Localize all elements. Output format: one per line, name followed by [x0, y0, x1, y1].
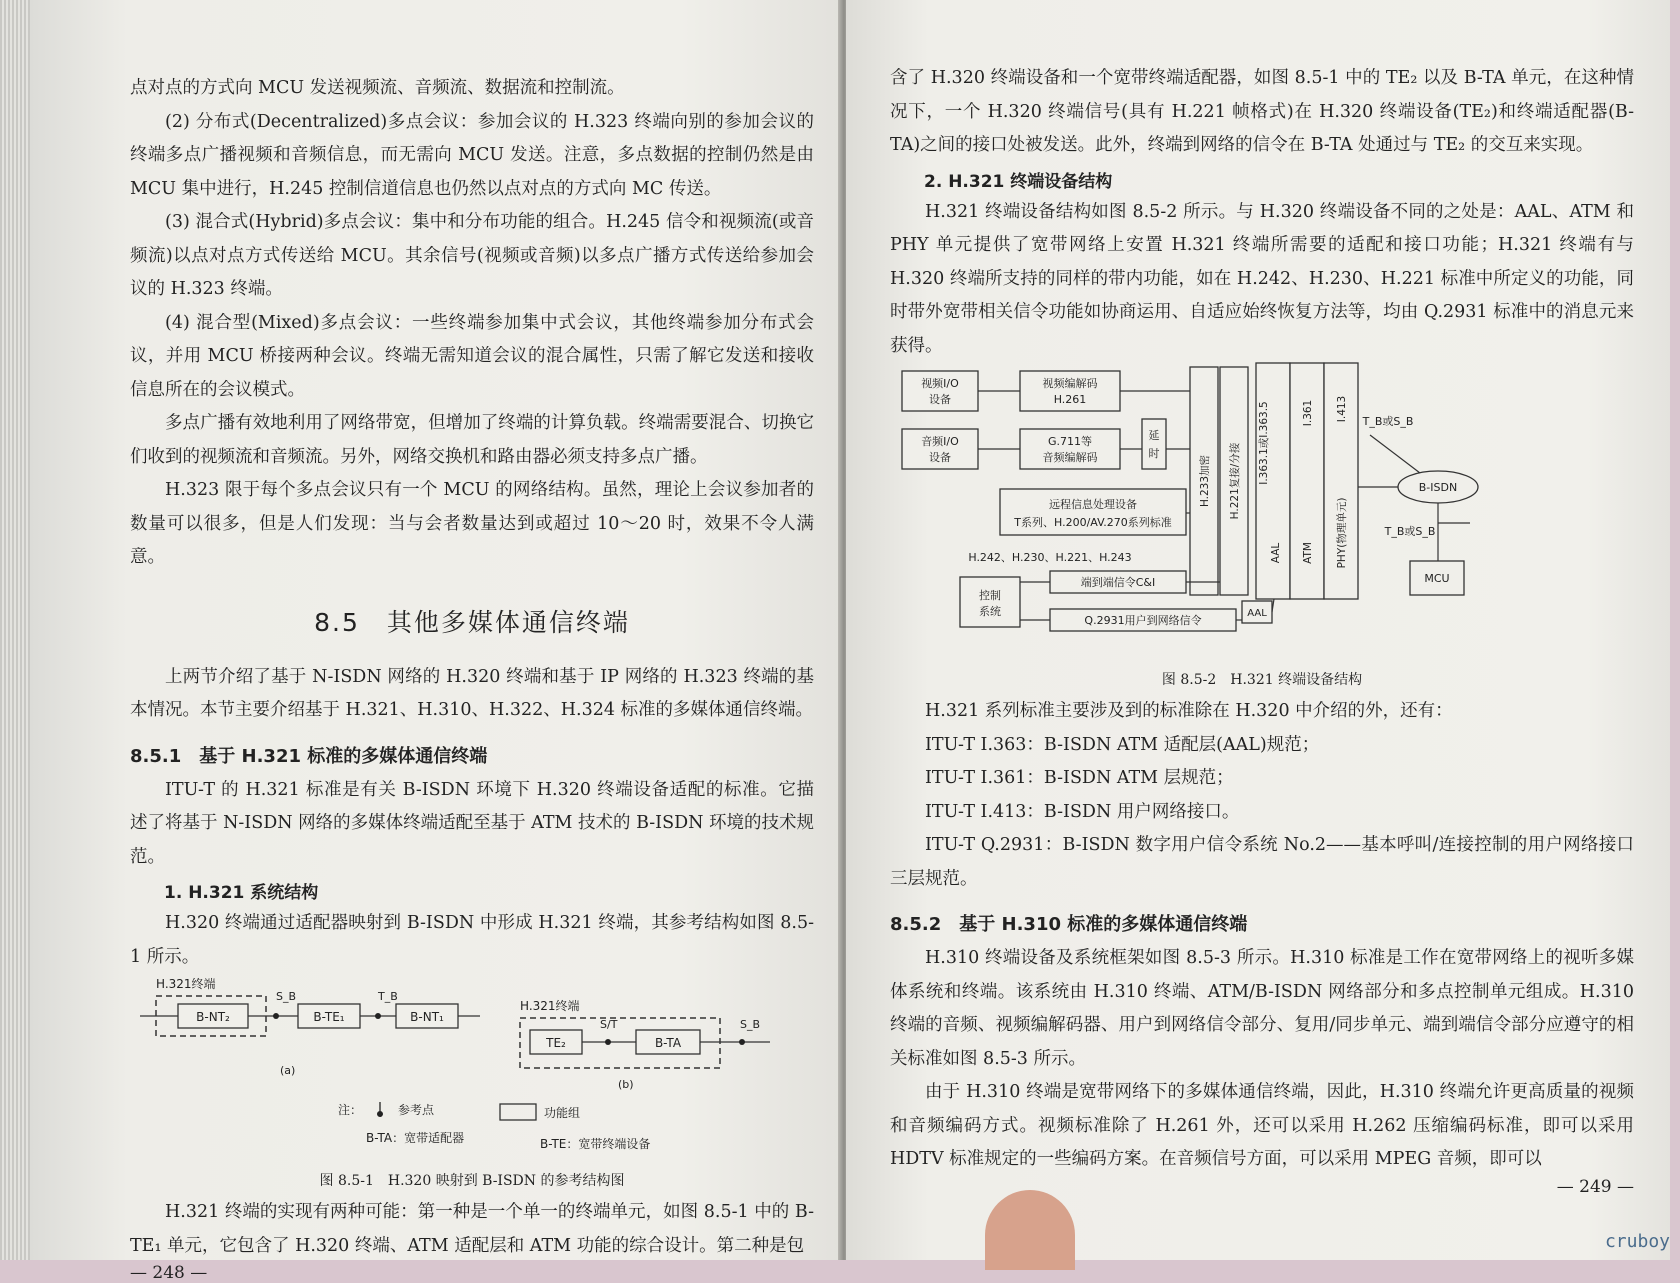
fig1-te2-label: TE₂: [546, 1036, 566, 1050]
para-852: H.310 终端设备及系统框架如图 8.5-3 所示。H.310 标准是工作在宽带网络上的视听多媒体系统和终端。该系统由 H.310 终端、ATM/B-ISDN 网络部分和多点控制单元组成。H.310 终端的音频、视频编解码器、用户到网络信令部分、复用/同步单元、端到端信令部分应遵守的相关标准如图 8.5-3 所示。: [890, 948, 1634, 1069]
fig1-cap-b: (b): [618, 1078, 634, 1091]
figure-8-5-1: [130, 974, 790, 1164]
fig2-audio-io-l2: 设备: [929, 451, 951, 464]
right-para-top: 含了 H.320 终端设备和一个宽带终端适配器，如图 8.5-1 中的 TE₂ 以及 B-TA 单元，在这种情况下，一个 H.320 终端信号(具有 H.221 帧格式)在 H.320 终端设备(TE₂)和终端适配器(B-TA)之间的接口处被发送。此外，终端到网络的信令在 B-TA 处通过与 TE₂ 的交互来实现。: [890, 68, 1634, 155]
fig1-legend-group-symbol: [500, 1104, 536, 1120]
fig2-video-codec-l2: H.261: [1053, 393, 1087, 406]
fig2-atm: ATM: [1302, 542, 1314, 564]
fig1-legend-note: 注：: [338, 1103, 363, 1117]
fig2-bisdn: B-ISDN: [1418, 481, 1458, 494]
fig1-ref-point-tb: [375, 1013, 381, 1019]
std-item-q2931: ITU-T Q.2931：B-ISDN 数字用户信令系统 No.2——基本呼叫/连接控制的用户网络接口三层规范。: [890, 835, 1634, 889]
fig1-ref-point-st: [605, 1039, 611, 1045]
fig1-st-label: S/T: [600, 1018, 618, 1031]
subsection-851-title: 8.5.1 基于 H.321 标准的多媒体通信终端: [130, 745, 488, 767]
fig2-tb-sb2: T_B或S_B: [1384, 525, 1436, 538]
thumb: [985, 1190, 1075, 1270]
subsection-852-title: 8.5.2 基于 H.310 标准的多媒体通信终端: [890, 914, 1248, 935]
fig2-aal: AAL: [1270, 542, 1282, 564]
std-item-aal: ITU-T I.363：B-ISDN ATM 适配层(AAL)规范；: [925, 734, 1320, 755]
fig1-tb-label: T_B: [378, 990, 398, 1003]
left-para-hybrid: (3) 混合式(Hybrid)多点会议：集中和分布功能的组合。H.245 信令和视频流(或音频流)以点对点方式传送给 MCU。其余信号(视频或音频)以多点广播方式传送给参加会议的 H.323 终端。: [130, 212, 814, 299]
heading-device-structure: 2. H.321 终端设备结构: [924, 171, 1113, 192]
fig1-bte1-label: B-TE₁: [313, 1010, 345, 1024]
fig1-bnt1-label: B-NT₁: [410, 1010, 444, 1024]
fig1-bta-label: B-TA: [654, 1036, 682, 1050]
fig2-audio-io-l1: 音频I/O: [921, 435, 959, 448]
left-page: [30, 0, 842, 1283]
fig2-ctrl-std: H.242、H.230、H.221、H.243: [968, 551, 1132, 564]
left-para-h323-limit: H.323 限于每个多点会议只有一个 MCU 的网络结构。虽然，理论上会议参加者的数量可以很多，但是人们发现：当与会者数量达到或超过 10～20 时，效果不令人满意。: [130, 480, 814, 567]
right-para-std-intro: H.321 系列标准主要涉及到的标准除在 H.320 中介绍的外，还有：: [925, 701, 1453, 721]
left-para-mixed: (4) 混合型(Mixed)多点会议：一些终端参加集中式会议，其他终端参加分布式会议，并用 MCU 桥接两种会议。终端无需知道会议的混合属性，只需了解它发送和接收信息所在的会议模式。: [130, 312, 814, 400]
fig1-a-group-label: H.321终端: [156, 977, 216, 991]
fig2-delay-l2: 时: [1148, 447, 1160, 460]
watermark-text: cruboy: [1604, 1231, 1670, 1252]
fig1-ref-point-sb: [273, 1013, 279, 1019]
fig2-control-l1: 控制: [979, 589, 1001, 602]
fig1-b-group-label: H.321终端: [520, 999, 580, 1013]
fig2-delay-box: [1142, 419, 1166, 469]
fig2-tb-sb1: T_B或S_B: [1362, 415, 1414, 428]
fig1-legend-bte: B-TE：宽带终端设备: [540, 1137, 651, 1151]
fig2-mcu: MCU: [1424, 572, 1450, 585]
section-intro: 上两节介绍了基于 N-ISDN 网络的 H.320 终端和基于 IP 网络的 H.323 终端的基本情况。本节主要介绍基于 H.321、H.310、H.322、H.324 标准的多媒体通信终端。: [130, 666, 814, 720]
left-top-line: 点对点的方式向 MCU 发送视频流、音频流、数据流和控制流。: [130, 78, 625, 98]
para-851: ITU-T 的 H.321 标准是有关 B-ISDN 环境下 H.320 终端设备适配的标准。它描述了将基于 N-ISDN 网络的多媒体终端适配至基于 ATM 技术的 B-ISDN 环境的技术规范。: [130, 779, 814, 867]
fig1-cap-a: (a): [280, 1064, 296, 1077]
fig1-sb-label: S_B: [276, 990, 297, 1003]
fig2-remote-l2: T系列、H.200/AV.270系列标准: [1014, 516, 1172, 529]
fig2-q2931: Q.2931用户到网络信令: [1084, 614, 1202, 627]
fig2-h221: H.221复接/分接: [1229, 442, 1241, 520]
fig2-i361: I.361: [1302, 399, 1314, 427]
figure-8-5-2: [890, 363, 1630, 663]
std-item-atm: ITU-T I.361：B-ISDN ATM 层规范；: [925, 768, 1234, 788]
heading-system-structure: 1. H.321 系统结构: [164, 883, 319, 903]
right-page-number: — 249 —: [1556, 1176, 1634, 1197]
fig2-control-box: [960, 577, 1020, 627]
fig1-sb2-label: S_B: [740, 1018, 761, 1031]
fig1-bnt2-label: B-NT₂: [196, 1010, 230, 1024]
fig2-i363: I.363.1或I.363.5: [1258, 401, 1270, 485]
para-system-structure: H.320 终端通过适配器映射到 B-ISDN 中形成 H.321 终端，其参考结构如图 8.5-1 所示。: [130, 913, 814, 967]
fig2-video-codec-l1: 视频编解码: [1042, 377, 1098, 390]
fig2-video-io-l1: 视频I/O: [921, 377, 959, 390]
fig2-i413: I.413: [1336, 395, 1348, 423]
section-title: 8.5 其他多媒体通信终端: [314, 607, 630, 637]
fig1-legend-group: 功能组: [544, 1106, 581, 1120]
para-852b: 由于 H.310 终端是宽带网络下的多媒体通信终端，因此，H.310 终端允许更高质量的视频和音频编码方式。视频标准除了 H.261 外，还可以采用 H.262 压缩编码标准，即可以采用 HDTV 标准规定的一些编码方案。在音频信号方面，可以采用 MPEG 音频，即可以: [890, 1082, 1634, 1169]
fig2-audio-codec-l1: G.711等: [1047, 435, 1093, 448]
fig1-legend-point: 参考点: [398, 1103, 435, 1117]
fig2-aal-small: AAL: [1247, 608, 1267, 619]
right-para-device: H.321 终端设备结构如图 8.5-2 所示。与 H.320 终端设备不同的之处是：AAL、ATM 和 PHY 单元提供了宽带网络上安置 H.321 终端所需要的适配和接口功能；H.321 终端有与 H.320 终端所支持的同样的带内功能，如在 H.242、H.230、H.221 标准中所定义的功能，同时带外宽带相关信令功能如协商运用、自适应始终恢复方法等，均由 Q.2931 标准中的消息元来获得。: [890, 201, 1634, 356]
fig2-remote-l1: 远程信息处理设备: [1049, 498, 1137, 511]
fig2-audio-codec-l2: 音频编解码: [1042, 451, 1098, 464]
fig1-legend-bta: B-TA：宽带适配器: [366, 1131, 465, 1145]
right-page: [846, 0, 1670, 1260]
left-page-number: — 248 —: [130, 1263, 208, 1283]
fig2-phy: PHY(物理单元): [1336, 497, 1348, 569]
fig2-ci: 端到端信令C&I: [1080, 576, 1156, 589]
fig2-video-io-l2: 设备: [929, 393, 951, 406]
fig1-ref-point-sb2: [739, 1039, 745, 1045]
fig2-control-l2: 系统: [979, 605, 1001, 618]
fig2-delay-l1: 延: [1148, 429, 1160, 442]
left-para-end: H.321 终端的实现有两种可能：第一种是一个单一的终端单元，如图 8.5-1 中的 B-TE₁ 单元，它包含了 H.320 终端、ATM 适配层和 ATM 功能的综合设计。第二种是包: [130, 1202, 814, 1256]
fig2-h233: H.233加密: [1199, 454, 1211, 508]
left-para-multicast: 多点广播有效地利用了网络带宽，但增加了终端的计算负载。终端需要混合、切换它们收到的视频流和音频流。另外，网络交换机和路由器必须支持多点广播。: [130, 413, 814, 467]
fig1-legend-point-symbol: [377, 1111, 383, 1117]
fig2-caption: 图 8.5-2 H.321 终端设备结构: [1161, 672, 1363, 688]
fig1-caption: 图 8.5-1 H.320 映射到 B-ISDN 的参考结构图: [319, 1173, 625, 1189]
std-item-uni: ITU-T I.413：B-ISDN 用户网络接口。: [925, 801, 1240, 822]
left-para-distributed: (2) 分布式(Decentralized)多点会议：参加会议的 H.323 终端向别的参加会议的终端多点广播视频和音频信息，而无需向 MCU 发送。注意，多点数据的控制仍然是由 MCU 集中进行，H.245 控制信道信息也仍然以点对点的方式向 MC 传送。: [130, 111, 814, 199]
